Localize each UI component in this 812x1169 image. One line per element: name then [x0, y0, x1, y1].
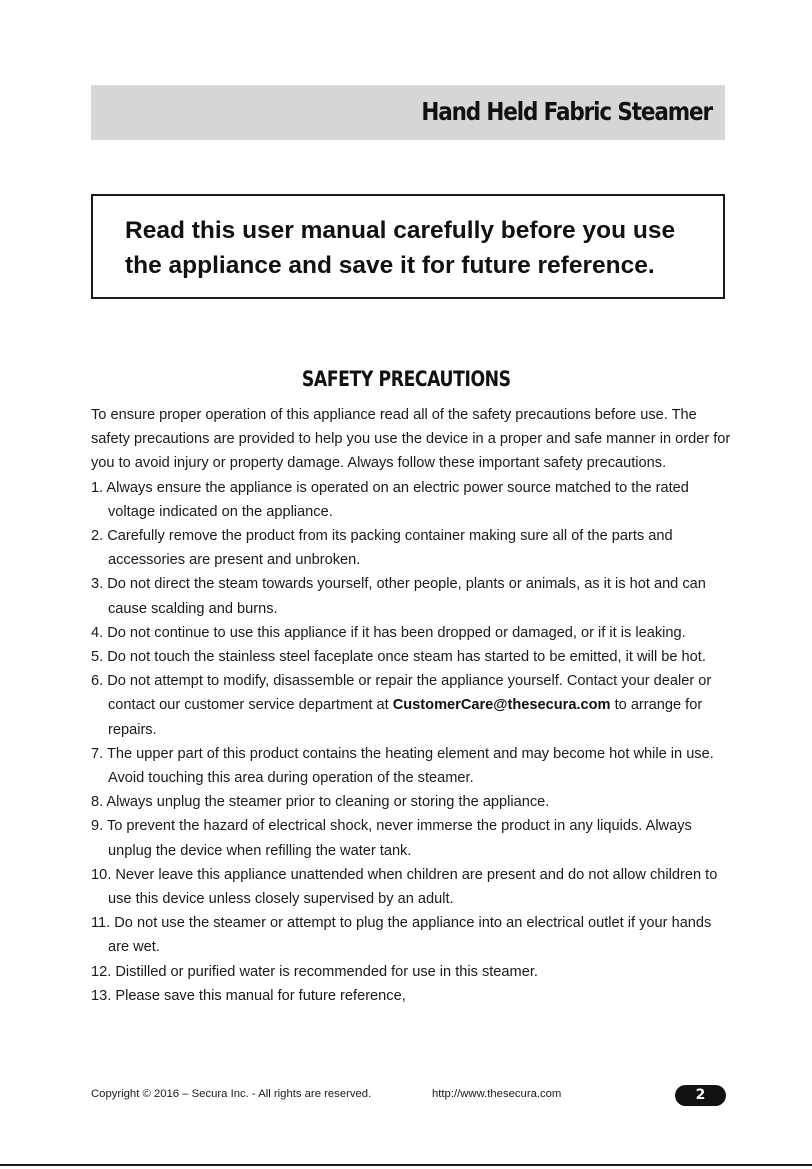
customer-care-email-link[interactable]: CustomerCare@thesecura.com	[392, 697, 611, 714]
section-title	[0, 367, 812, 391]
precaution-item: 13. Please save this manual for future reference,	[91, 987, 406, 1004]
page-number-badge: 2	[675, 1085, 726, 1106]
precaution-item: 12. Distilled or purified water is recommended for use in this steamer.	[91, 963, 538, 980]
bottom-rule	[0, 1164, 812, 1166]
precaution-item: 2. Carefully remove the product from its packing container making sure all of the parts and accessories are present and unbroken.	[91, 528, 673, 569]
notice-line-2: the appliance and save it for future reference.	[125, 252, 655, 279]
section-title-text: SAFETY PRECAUTIONS	[301, 367, 511, 391]
precaution-item: 8. Always unplug the steamer prior to cleaning or storing the appliance.	[91, 794, 550, 811]
precaution-item: 3. Do not direct the steam towards yourself, other people, plants or animals, as it is hot and can cause scalding and burns.	[91, 576, 706, 617]
copyright-text: Copyright © 2016 – Secura Inc. - All rights are reserved.	[91, 1088, 372, 1100]
precaution-item: 1. Always ensure the appliance is operated on an electric power source matched to the rated voltage indicated on the appliance.	[91, 479, 689, 520]
website-link[interactable]: http://www.thesecura.com	[432, 1088, 562, 1100]
precaution-item: 4. Do not continue to use this appliance if it has been dropped or damaged, or if it is leaking.	[91, 624, 686, 641]
notice-text	[125, 213, 715, 283]
precaution-item: 7. The upper part of this product contains the heating element and may become hot while in use. Avoid touching this area during operation of the steamer.	[91, 745, 714, 787]
intro-paragraph: To ensure proper operation of this appliance read all of the safety precautions before use. The safety precautions are provided to help you use the device in a proper and safe manner in order for you to avoid injury or property damage. Always follow these important safety precautions.	[91, 407, 731, 472]
safety-content	[91, 403, 731, 1008]
precaution-item: 9. To prevent the hazard of electrical shock, never immerse the product in any liquids. Always unplug the device when refilling the water tank.	[91, 818, 692, 859]
header-band	[91, 85, 725, 140]
precaution-item-6-tail: to arrange for repairs.	[108, 697, 703, 738]
precaution-item-6-text: 6. Do not attempt to modify, disassemble or repair the appliance yourself. Contact your dealer or contact our customer service department at	[91, 673, 712, 714]
precaution-item	[91, 669, 731, 742]
notice-line-1: Read this user manual carefully before you use	[125, 217, 676, 244]
precaution-item: 5. Do not touch the stainless steel faceplate once steam has started to be emitted, it will be hot.	[91, 649, 706, 666]
precaution-item: 11. Do not use the steamer or attempt to plug the appliance into an electrical outlet if your hands are wet.	[91, 915, 712, 956]
precaution-item: 10. Never leave this appliance unattended when children are present and do not allow children to use this device unless closely supervised by an adult.	[91, 866, 718, 908]
document-title: Hand Held Fabric Steamer	[421, 97, 712, 126]
page-footer	[91, 1085, 731, 1107]
precaution-list	[91, 476, 731, 1008]
notice-box	[91, 194, 725, 299]
